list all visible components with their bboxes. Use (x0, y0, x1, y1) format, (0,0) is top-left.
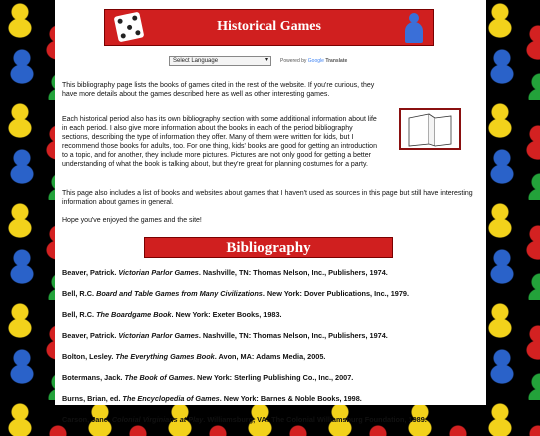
bibliography-entry: Bolton, Lesley. The Everything Games Book. Avon, MA: Adams Media, 2005. (62, 352, 326, 361)
intro-paragraph-2: Each historical period also has its own bibliography section with some additional information about life in each period. I also give more information about the books in each of the period bibliography sections, describing the type of information they offer. Many of them were written for kids, but I recommend those books for adults, too. For one thing, kids' books are good for getting an introduction to a topic, and for another, they include more pictures. Pictures are not only good for getting a better understanding of what the book is talking about, but they're great for planning costumes for a party. (62, 116, 377, 168)
bibliography-entry: Beaver, Patrick. Victorian Parlor Games. Nashville, TN: Thomas Nelson, Inc., Publishers, 1974. (62, 331, 388, 340)
open-book-icon (399, 108, 461, 150)
chevron-down-icon: ▾ (264, 57, 268, 63)
powered-by-label: Powered by (280, 58, 307, 64)
bibliography-entry: Bell, R.C. The Boardgame Book. New York: Exeter Books, 1983. (62, 310, 282, 319)
site-header-banner (104, 9, 434, 46)
bibliography-entry: Bell, R.C. Board and Table Games from Many Civilizations. New York: Dover Publications, Inc., 1979. (62, 289, 409, 298)
bibliography-heading: Bibliography (226, 240, 311, 256)
intro-paragraph-3: This page also includes a list of books and websites about games that I haven't used as sources in this page but still have interesting information about games in general. (62, 190, 473, 206)
powered-by-google-translate[interactable] (280, 58, 347, 64)
translate-link: Translate (325, 58, 348, 64)
game-pawn-icon (403, 13, 425, 43)
page-content (55, 0, 486, 424)
google-logo-text: Google (307, 58, 324, 64)
language-select-value: Select Language (173, 58, 219, 64)
site-title: Historical Games (217, 19, 321, 34)
bibliography-entry: Burns, Brian, ed. The Encyclopedia of Games. New York: Barnes & Noble Books, 1998. (62, 394, 362, 403)
language-select[interactable] (169, 56, 271, 66)
bibliography-entry: Carson, Jane. Colonial Virginians at Play. Williamsburg, VA: The Colonial Williamsburg Foundation, 1989. (62, 415, 427, 424)
bibliography-entry: Beaver, Patrick. Victorian Parlor Games. Nashville, TN: Thomas Nelson, Inc., Publishers, 1974. (62, 268, 388, 277)
bibliography-heading-banner (144, 237, 393, 258)
bibliography-list (62, 268, 482, 436)
intro-paragraph-4: Hope you've enjoyed the games and the site! (62, 217, 202, 224)
google-translate-widget (55, 56, 486, 68)
intro-paragraph-1: This bibliography page lists the books of games cited in the rest of the website. If you're curious, they have more details about the games described here as well as other interesting games. (62, 82, 375, 98)
bibliography-entry: Botermans, Jack. The Book of Games. New York: Sterling Publishing Co., Inc., 2007. (62, 373, 354, 382)
